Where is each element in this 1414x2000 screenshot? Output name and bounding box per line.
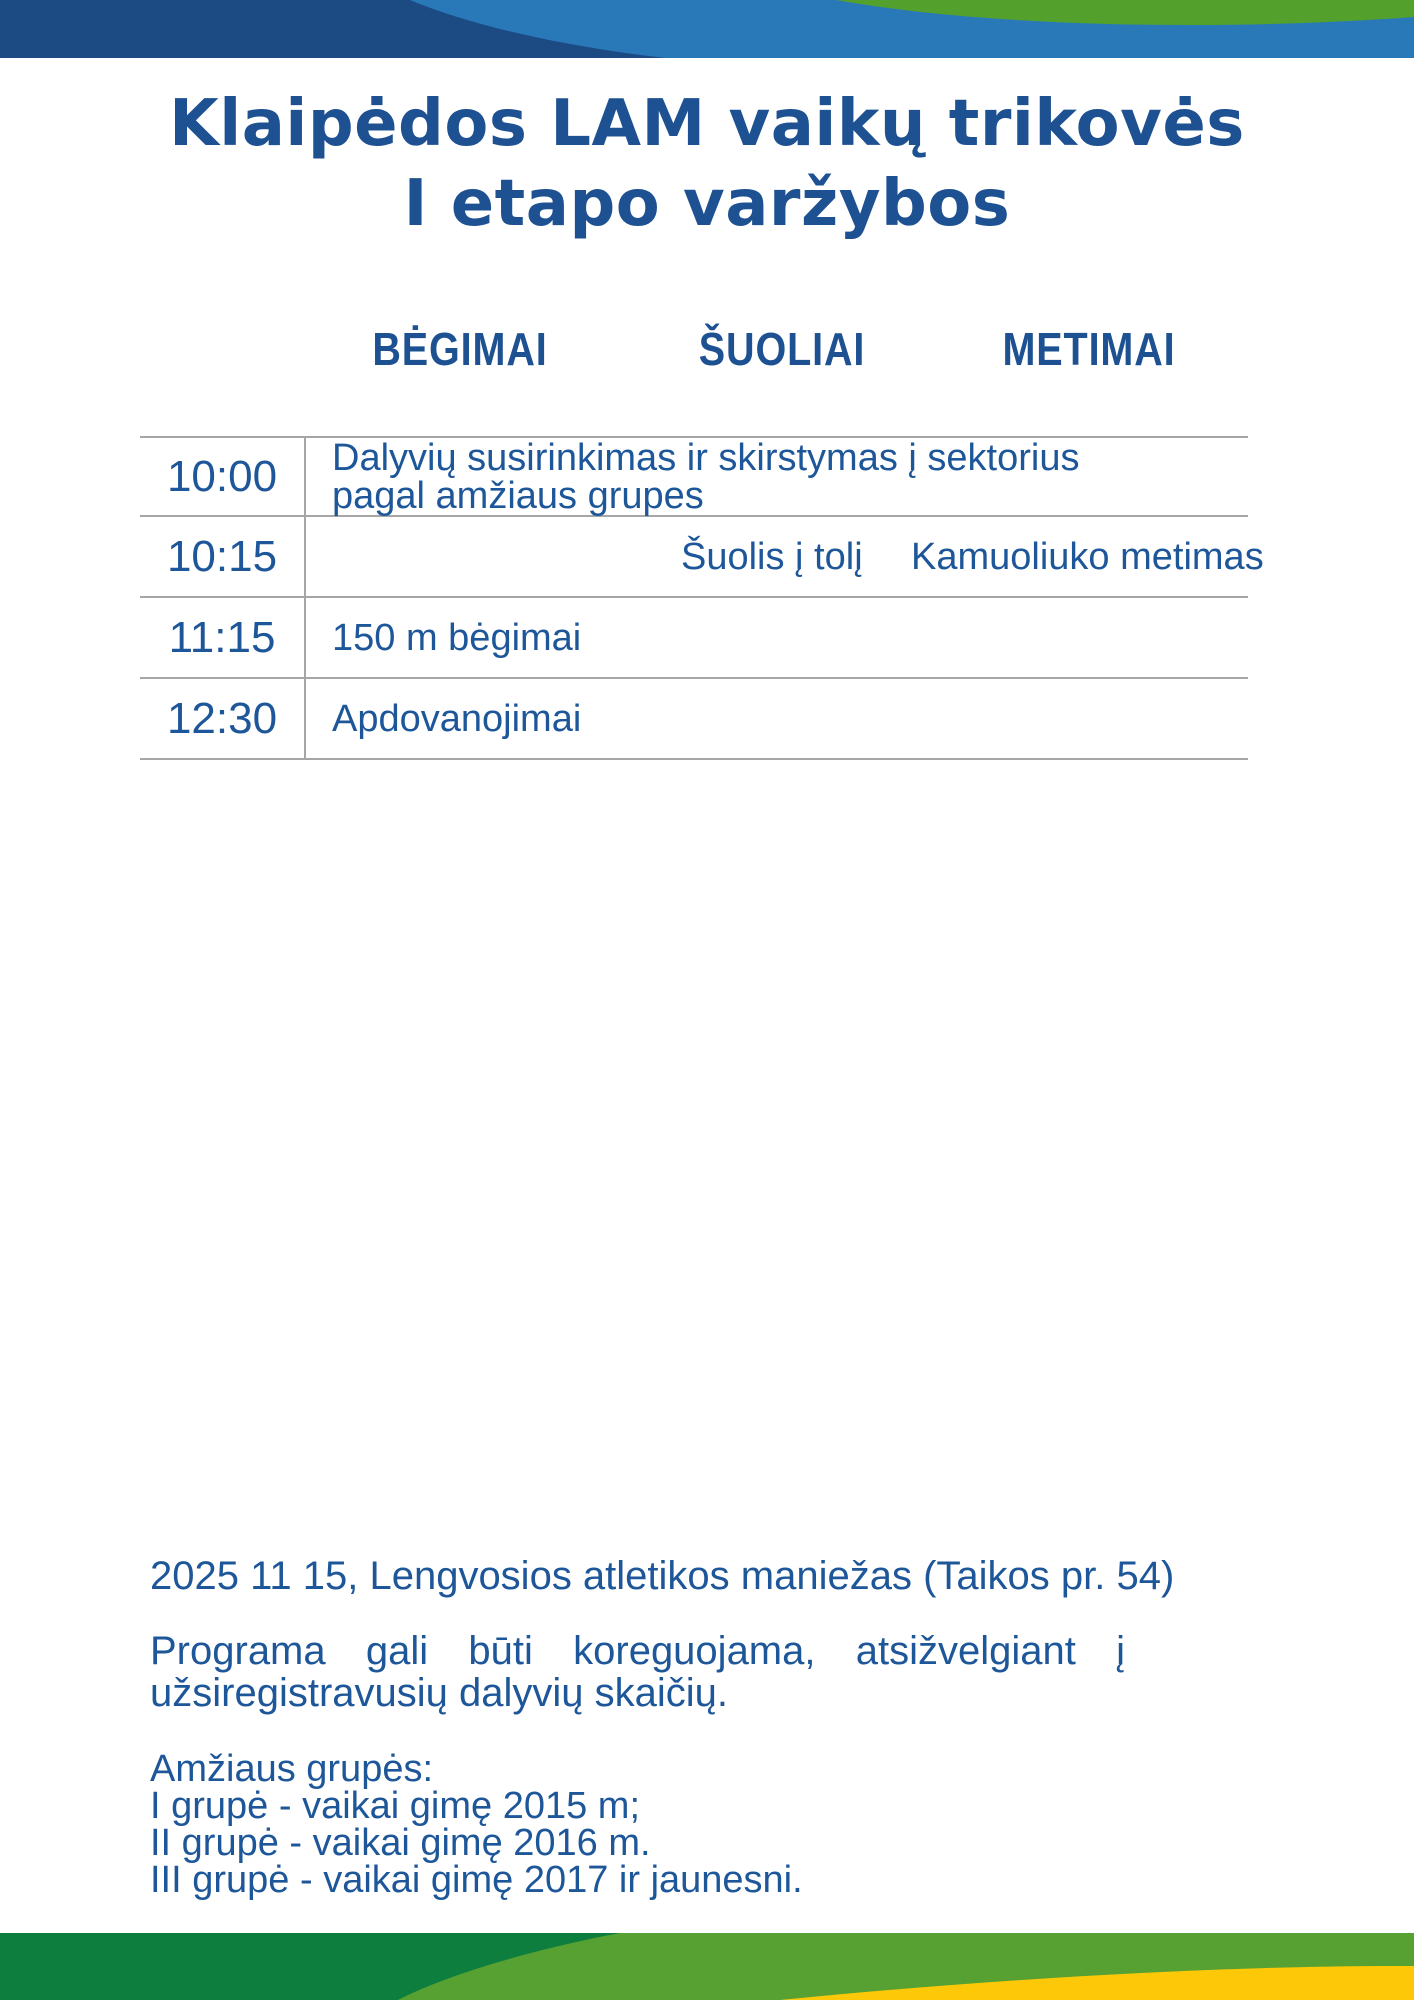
column-header-suoliai: ŠUOLIAI bbox=[698, 323, 866, 375]
title-line-1: Klaipėdos LAM vaikų trikovės bbox=[169, 87, 1245, 161]
activity-cell bbox=[306, 679, 1248, 758]
activity-suoliai: Šuolis į tolį bbox=[681, 535, 863, 578]
age-groups-heading: Amžiaus grupės: bbox=[150, 1748, 434, 1790]
activity-line: Apdovanojimai bbox=[332, 697, 582, 740]
table-row bbox=[140, 598, 1248, 679]
time-cell: 12:30 bbox=[140, 679, 306, 758]
activity-line: pagal amžiaus grupes bbox=[332, 474, 704, 517]
date-location: 2025 11 15, Lengvosios atletikos maniežas (Taikos pr. 54) bbox=[150, 1554, 1175, 1598]
column-header-begimai: BĖGIMAI bbox=[372, 323, 548, 375]
time-cell: 11:15 bbox=[140, 598, 306, 677]
activity-cell bbox=[306, 517, 1264, 596]
age-group-item: III grupė - vaikai gimę 2017 ir jaunesni. bbox=[150, 1859, 803, 1901]
column-header-metimai: METIMAI bbox=[1002, 323, 1176, 375]
time-cell: 10:00 bbox=[140, 438, 306, 515]
table-row bbox=[140, 438, 1248, 517]
activity-metimai: Kamuoliuko metimas bbox=[911, 535, 1264, 578]
page-title bbox=[0, 84, 1414, 244]
activity-cell bbox=[306, 438, 1248, 515]
note-paragraph bbox=[150, 1630, 1125, 1714]
table-row bbox=[140, 517, 1264, 598]
note-line: Programa gali būti koreguojama, atsižvelgiant į bbox=[150, 1629, 1125, 1673]
footer-decoration bbox=[0, 1933, 1414, 2000]
schedule-table bbox=[140, 436, 1264, 760]
activity-line: Dalyvių susirinkimas ir skirstymas į sektorius bbox=[332, 436, 1080, 479]
age-group-item: I grupė - vaikai gimę 2015 m; bbox=[150, 1785, 641, 1827]
title-line-2: I etapo varžybos bbox=[403, 167, 1011, 241]
age-group-item: II grupė - vaikai gimę 2016 m. bbox=[150, 1822, 651, 1864]
time-cell: 10:15 bbox=[140, 517, 306, 596]
activity-cell bbox=[306, 598, 1248, 677]
age-groups bbox=[150, 1748, 803, 1901]
activity-line: 150 m bėgimai bbox=[332, 616, 582, 659]
header-decoration bbox=[0, 0, 1414, 58]
note-line: užsiregistravusių dalyvių skaičių. bbox=[150, 1671, 729, 1715]
table-row bbox=[140, 679, 1248, 760]
